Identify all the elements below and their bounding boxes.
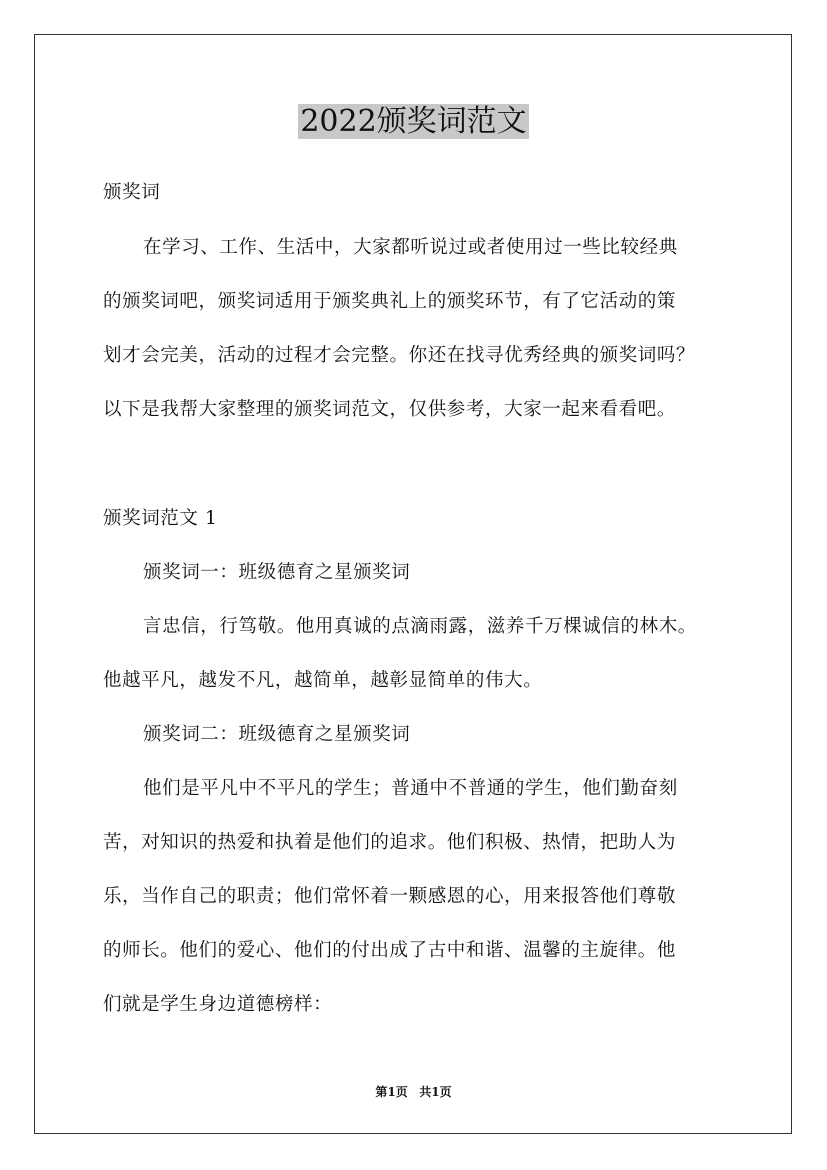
para-2-line-2: 苦，对知识的热爱和执着是他们的追求。他们积极、热情，把助人为: [103, 832, 677, 853]
intro-line-4: 以下是我帮大家整理的颁奖词范文，仅供参考，大家一起来看看吧。: [103, 399, 677, 420]
subheading-1: 颁奖词一：班级德育之星颁奖词: [143, 562, 411, 583]
para-2-line-4: 的师长。他们的爱心、他们的付出成了古中和谐、温馨的主旋律。他: [103, 940, 677, 961]
para-1-line-1: 言忠信，行笃敬。他用真诚的点滴雨露，滋养千万棵诚信的林木。: [143, 616, 697, 637]
intro-line-2: 的颁奖词吧，颁奖词适用于颁奖典礼上的颁奖环节，有了它活动的策: [103, 291, 677, 312]
intro-line-1: 在学习、工作、生活中，大家都听说过或者使用过一些比较经典: [143, 237, 678, 258]
document-title: 2022颁奖词范文: [300, 104, 527, 139]
para-2-line-1: 他们是平凡中不平凡的学生；普通中不普通的学生，他们勤奋刻: [143, 778, 678, 799]
intro-line-3: 划才会完美，活动的过程才会完整。你还在找寻优秀经典的颁奖词吗？: [103, 345, 696, 366]
subheading-2: 颁奖词二：班级德育之星颁奖词: [143, 724, 411, 745]
para-2-line-5: 们就是学生身边道德榜样：: [103, 994, 333, 1015]
page-footer: [0, 1084, 827, 1100]
document-title-wrapper: [0, 102, 827, 142]
page-number: 第1页: [375, 1085, 408, 1099]
para-2-line-3: 乐，当作自己的职责；他们常怀着一颗感恩的心，用来报答他们尊敬: [103, 886, 677, 907]
section-heading: 颁奖词: [103, 182, 161, 203]
section-heading-sample-1: 颁奖词范文 1: [103, 508, 218, 529]
para-1-line-2: 他越平凡，越发不凡，越简单，越彰显简单的伟大。: [103, 670, 543, 691]
page-total: 共1页: [419, 1085, 452, 1099]
